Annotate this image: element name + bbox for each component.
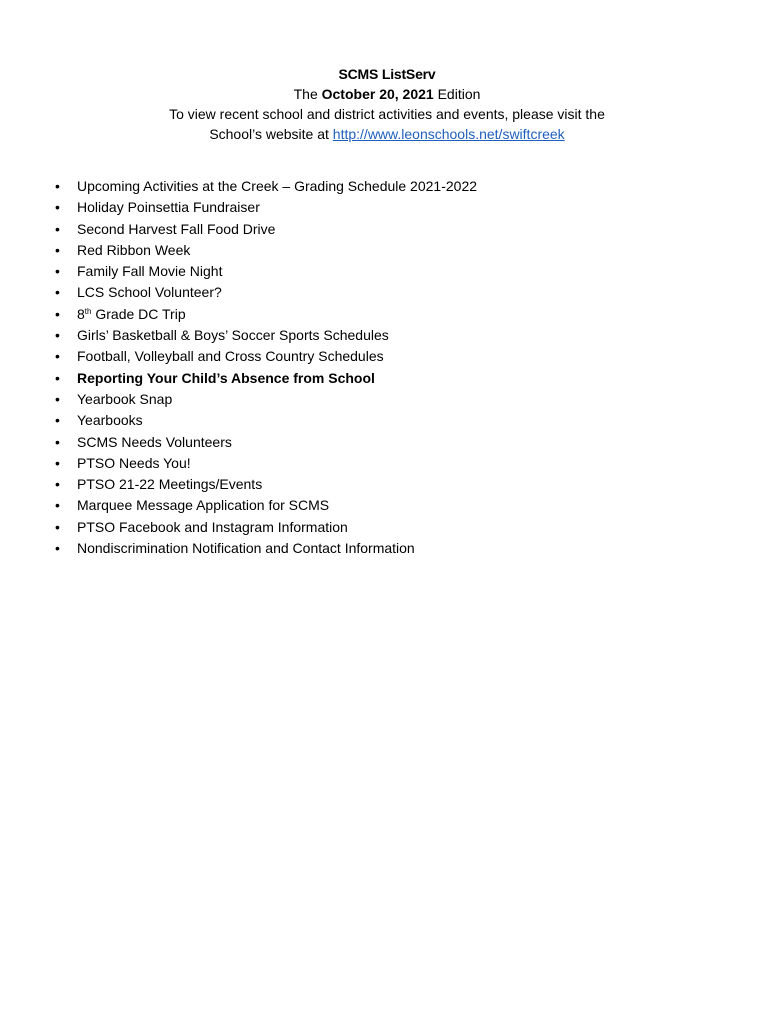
list-item-text bbox=[77, 306, 186, 322]
list-item bbox=[55, 495, 477, 516]
list-item-text: Holiday Poinsettia Fundraiser bbox=[77, 199, 260, 216]
list-item bbox=[55, 304, 477, 325]
list-item bbox=[55, 282, 477, 303]
edition-suffix: Edition bbox=[437, 86, 481, 102]
list-item bbox=[55, 197, 477, 218]
document-title: SCMS ListServ bbox=[338, 66, 436, 82]
edition-date: October 20, 2021 bbox=[321, 86, 434, 102]
bullet: • bbox=[55, 540, 60, 557]
bullet: • bbox=[55, 305, 60, 322]
list-item-text: Reporting Your Child’s Absence from School bbox=[77, 369, 375, 386]
list-item-text: Girls’ Basketball & Boys’ Soccer Sports Schedules bbox=[77, 327, 389, 344]
bullet: • bbox=[55, 348, 60, 365]
edition-line bbox=[0, 84, 770, 104]
list-item-text: Yearbooks bbox=[77, 412, 143, 429]
list-item-text: Family Fall Movie Night bbox=[77, 263, 223, 280]
ordinal-number: 8 bbox=[77, 305, 85, 322]
bullet: • bbox=[55, 390, 60, 407]
list-item-text: PTSO Facebook and Instagram Information bbox=[77, 518, 348, 535]
list-item-text: Upcoming Activities at the Creek – Grading Schedule 2021-2022 bbox=[77, 178, 478, 194]
school-website-link[interactable]: http://www.leonschools.net/swiftcreek bbox=[332, 126, 565, 142]
bullet: • bbox=[55, 454, 60, 471]
list-item-text: Red Ribbon Week bbox=[77, 241, 191, 258]
bullet: • bbox=[55, 220, 60, 237]
list-item-text: LCS School Volunteer? bbox=[77, 284, 222, 301]
bullet: • bbox=[55, 241, 60, 258]
list-item-text: SCMS Needs Volunteers bbox=[77, 433, 232, 450]
topics-list bbox=[55, 176, 477, 559]
list-item bbox=[55, 389, 477, 410]
ordinal-suffix: th bbox=[84, 306, 92, 316]
bullet: • bbox=[55, 476, 60, 493]
list-item bbox=[55, 240, 477, 261]
list-item-text: PTSO Needs You! bbox=[77, 454, 191, 471]
edition-prefix: The bbox=[293, 86, 318, 102]
list-item-text: Marquee Message Application for SCMS bbox=[77, 497, 330, 514]
list-item bbox=[55, 538, 477, 559]
list-item bbox=[55, 261, 477, 282]
bullet: • bbox=[55, 327, 60, 344]
list-item bbox=[55, 432, 477, 453]
bullet: • bbox=[55, 497, 60, 514]
list-item bbox=[55, 474, 477, 495]
list-item-text: Yearbook Snap bbox=[77, 390, 173, 407]
list-item-text: Nondiscrimination Notification and Contact Information bbox=[77, 540, 415, 557]
list-item-rest: Grade DC Trip bbox=[91, 305, 186, 322]
website-prefix: School’s website at bbox=[209, 126, 329, 142]
document-header bbox=[0, 64, 770, 144]
list-item-text: PTSO 21-22 Meetings/Events bbox=[77, 476, 263, 493]
bullet: • bbox=[55, 263, 60, 280]
list-item bbox=[55, 453, 477, 474]
list-item bbox=[55, 325, 477, 346]
bullet: • bbox=[55, 284, 60, 301]
list-item bbox=[55, 517, 477, 538]
intro-line: To view recent school and district activities and events, please visit the bbox=[169, 106, 605, 122]
list-item bbox=[55, 176, 477, 197]
bullet: • bbox=[55, 369, 60, 386]
list-item-highlighted bbox=[55, 368, 477, 389]
bullet: • bbox=[55, 518, 60, 535]
list-item bbox=[55, 410, 477, 431]
bullet: • bbox=[55, 433, 60, 450]
bullet: • bbox=[55, 178, 60, 194]
list-item-text: Second Harvest Fall Food Drive bbox=[77, 220, 276, 237]
bullet: • bbox=[55, 412, 60, 429]
list-item bbox=[55, 346, 477, 367]
list-item-text: Football, Volleyball and Cross Country Schedules bbox=[77, 348, 384, 365]
website-line bbox=[0, 124, 770, 144]
list-item bbox=[55, 219, 477, 240]
bullet: • bbox=[55, 199, 60, 216]
